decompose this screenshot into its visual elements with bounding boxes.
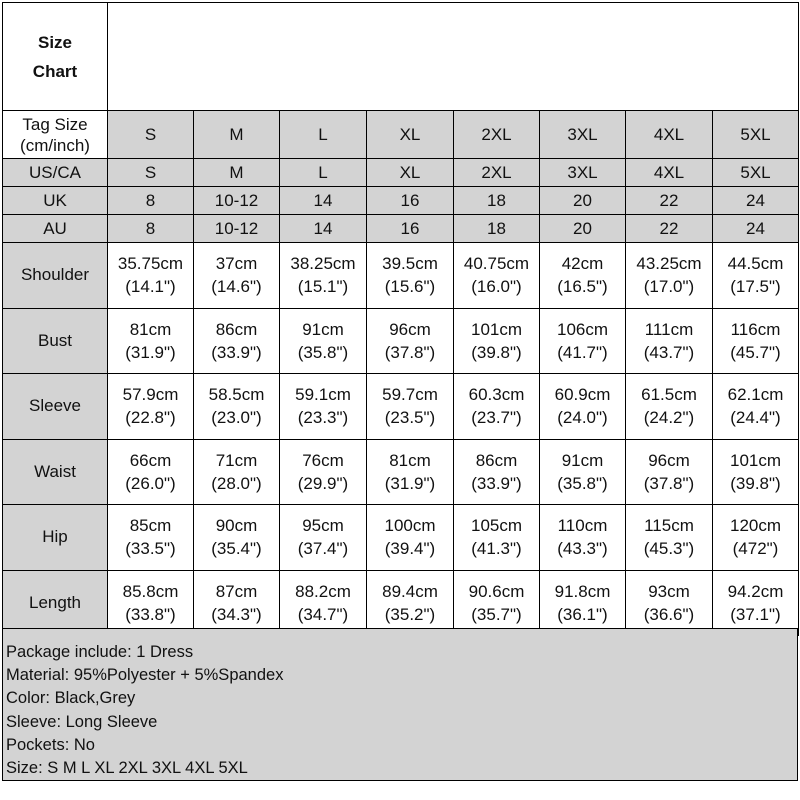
measurement-cell <box>280 439 367 505</box>
size-header: XL <box>367 111 454 159</box>
cm-value: 44.5cm <box>727 254 784 274</box>
size-chart <box>2 2 798 781</box>
cm-value: 111cm <box>644 319 694 339</box>
inch-value: (17.5") <box>730 277 781 297</box>
measurement-cell <box>713 439 799 505</box>
inch-value: (26.0") <box>125 473 176 493</box>
inch-value: (15.1") <box>297 277 349 297</box>
measurement-cell <box>540 439 626 505</box>
inch-value: (31.9") <box>384 473 436 493</box>
cm-value: 96cm <box>389 319 431 339</box>
inch-value: (24.2") <box>643 408 695 428</box>
measurement-row <box>3 505 799 571</box>
cm-value: 90cm <box>215 516 258 536</box>
tag-size-label: Tag Size (cm/inch) <box>3 111 108 159</box>
measurement-label: Length <box>3 570 108 636</box>
inch-value: (23.3") <box>297 408 349 428</box>
cm-value: 71cm <box>215 450 258 470</box>
measurement-cell <box>194 374 280 440</box>
measurement-cell <box>367 570 454 636</box>
measurement-cell <box>194 439 280 505</box>
material-line: Material: 95%Polyester + 5%Spandex <box>6 666 284 685</box>
au-row <box>3 215 799 243</box>
measurement-cell <box>540 374 626 440</box>
cm-value: 120cm <box>729 516 782 536</box>
inch-value: (14.1") <box>125 277 176 297</box>
measurement-cell <box>108 570 194 636</box>
cm-value: 94.2cm <box>727 581 784 601</box>
table-cell: L <box>280 159 367 187</box>
measurement-cell <box>454 243 540 309</box>
inch-value: (45.7") <box>730 342 781 362</box>
inch-value: (41.7") <box>557 342 608 362</box>
cm-value: 85cm <box>129 516 172 536</box>
inch-value: (37.8") <box>384 342 436 362</box>
inch-value: (35.8") <box>557 473 608 493</box>
inch-value: (35.2") <box>384 604 436 624</box>
cm-value: 35.75cm <box>117 254 184 274</box>
measurement-cell <box>367 439 454 505</box>
measurement-cell <box>626 439 713 505</box>
inch-value: (15.6") <box>384 277 436 297</box>
cm-value: 100cm <box>384 516 436 536</box>
info-banner <box>108 3 799 111</box>
inch-value: (23.5") <box>384 408 436 428</box>
measurement-label: Hip <box>3 505 108 571</box>
inch-value: (39.8") <box>730 473 781 493</box>
tag-size-row <box>3 111 799 159</box>
color-line: Color: Black,Grey <box>6 689 136 708</box>
inch-value: (34.7") <box>297 604 349 624</box>
measurement-label: Sleeve <box>3 374 108 440</box>
cm-value: 37cm <box>215 254 258 274</box>
inch-value: (35.7") <box>471 604 522 624</box>
inch-value: (45.3") <box>643 539 695 559</box>
measurement-cell <box>108 374 194 440</box>
measurement-cell <box>108 439 194 505</box>
measurement-row <box>3 570 799 636</box>
size-header: 3XL <box>540 111 626 159</box>
cm-value: 60.9cm <box>554 385 611 405</box>
inch-value: (41.3") <box>471 539 522 559</box>
measurement-cell <box>194 308 280 374</box>
measurement-cell <box>540 570 626 636</box>
cm-value: 90.6cm <box>468 581 525 601</box>
cm-value: 89.4cm <box>382 581 438 601</box>
measurement-cell <box>626 570 713 636</box>
measurement-row <box>3 243 799 309</box>
inch-value: (37.4") <box>297 539 349 559</box>
inch-value: (14.6") <box>211 277 262 297</box>
measurement-cell <box>108 505 194 571</box>
table-cell: 2XL <box>454 159 540 187</box>
cm-value: 66cm <box>129 450 172 470</box>
inch-value: (29.9") <box>297 473 349 493</box>
measurement-cell <box>626 243 713 309</box>
title-line-2: Chart <box>32 61 78 81</box>
cm-value: 95cm <box>302 516 344 536</box>
inch-value: (37.8") <box>643 473 695 493</box>
cm-value: 43.25cm <box>636 254 702 274</box>
product-details <box>2 628 798 781</box>
measurement-row <box>3 439 799 505</box>
cm-value: 110cm <box>557 516 608 536</box>
table-cell: 4XL <box>626 159 713 187</box>
measurement-cell <box>280 374 367 440</box>
inch-value: (33.8") <box>125 604 176 624</box>
cm-value: 42cm <box>561 254 604 274</box>
inch-value: (33.5") <box>125 539 176 559</box>
table-cell: 5XL <box>713 159 799 187</box>
size-header: 4XL <box>626 111 713 159</box>
size-table <box>2 2 799 636</box>
measurement-cell <box>280 505 367 571</box>
inch-value: (23.7") <box>471 408 522 428</box>
inch-value: (35.4") <box>211 539 262 559</box>
cm-value: 115cm <box>644 516 694 536</box>
measurement-cell <box>367 243 454 309</box>
us-ca-row <box>3 159 799 187</box>
cm-value: 91.8cm <box>554 581 611 601</box>
inch-value: (22.8") <box>125 408 176 428</box>
table-cell: 10-12 <box>194 187 280 215</box>
cm-value: 59.1cm <box>295 385 351 405</box>
table-cell: 14 <box>280 187 367 215</box>
measurement-cell <box>626 374 713 440</box>
cm-value: 57.9cm <box>122 385 179 405</box>
inch-value: (36.1") <box>557 604 608 624</box>
table-cell: 20 <box>540 187 626 215</box>
row-label: US/CA <box>3 159 108 187</box>
cm-value: 116cm <box>730 319 781 339</box>
table-cell: 18 <box>454 187 540 215</box>
measurement-cell <box>713 308 799 374</box>
table-cell: 20 <box>540 215 626 243</box>
cm-value: 81cm <box>389 450 431 470</box>
measurement-cell <box>454 439 540 505</box>
cm-value: 88.2cm <box>295 581 351 601</box>
measurement-cell <box>280 243 367 309</box>
inch-value: (28.0") <box>211 473 262 493</box>
size-chart-title <box>3 3 108 111</box>
size-header: 5XL <box>713 111 799 159</box>
measurement-cell <box>108 243 194 309</box>
uk-row <box>3 187 799 215</box>
inch-value: (16.0") <box>471 277 522 297</box>
cm-value: 40.75cm <box>463 254 530 274</box>
cm-value: 76cm <box>302 450 344 470</box>
cm-value: 101cm <box>729 450 782 470</box>
row-label: UK <box>3 187 108 215</box>
measurement-cell <box>540 308 626 374</box>
measurement-cell <box>713 243 799 309</box>
inch-value: (43.3") <box>557 539 608 559</box>
measurement-cell <box>280 570 367 636</box>
inch-value: (31.9") <box>125 342 176 362</box>
inch-value: (33.9") <box>471 473 522 493</box>
measurement-cell <box>367 374 454 440</box>
inch-value: (39.4") <box>384 539 436 559</box>
table-cell: 10-12 <box>194 215 280 243</box>
cm-value: 38.25cm <box>290 254 356 274</box>
inch-value: (36.6") <box>643 604 695 624</box>
measurement-cell <box>454 505 540 571</box>
cm-value: 85.8cm <box>122 581 179 601</box>
measurement-cell <box>713 374 799 440</box>
measurement-row <box>3 308 799 374</box>
measurement-cell <box>540 243 626 309</box>
cm-value: 105cm <box>470 516 523 536</box>
table-cell: 22 <box>626 215 713 243</box>
measurement-cell <box>626 505 713 571</box>
cm-value: 93cm <box>648 581 690 601</box>
table-cell: 8 <box>108 215 194 243</box>
size-header: 2XL <box>454 111 540 159</box>
inch-value: (24.4") <box>730 408 781 428</box>
cm-value: 91cm <box>561 450 604 470</box>
measurement-cell <box>367 308 454 374</box>
cm-value: 106cm <box>556 319 609 339</box>
inch-value: (35.8") <box>297 342 349 362</box>
table-cell: 3XL <box>540 159 626 187</box>
table-cell: 8 <box>108 187 194 215</box>
size-header: M <box>194 111 280 159</box>
measurement-cell <box>194 505 280 571</box>
cm-value: 91cm <box>302 319 344 339</box>
measurement-cell <box>194 243 280 309</box>
table-cell: XL <box>367 159 454 187</box>
size-header: L <box>280 111 367 159</box>
table-cell: S <box>108 159 194 187</box>
size-line: Size: S M L XL 2XL 3XL 4XL 5XL <box>6 759 248 778</box>
cm-value: 81cm <box>129 319 172 339</box>
measurement-label: Waist <box>3 439 108 505</box>
measurement-cell <box>454 308 540 374</box>
cm-value: 87cm <box>215 581 258 601</box>
cm-value: 96cm <box>648 450 690 470</box>
measurement-cell <box>108 308 194 374</box>
table-cell: 24 <box>713 187 799 215</box>
inch-value: (16.5") <box>557 277 608 297</box>
table-cell: 18 <box>454 215 540 243</box>
table-cell: M <box>194 159 280 187</box>
measurement-cell <box>367 505 454 571</box>
table-cell: 24 <box>713 215 799 243</box>
table-cell: 16 <box>367 215 454 243</box>
cm-value: 58.5cm <box>208 385 265 405</box>
cm-value: 59.7cm <box>382 385 438 405</box>
inch-value: (17.0") <box>643 277 695 297</box>
inch-value: (23.0") <box>211 408 262 428</box>
table-cell: 22 <box>626 187 713 215</box>
cm-value: 62.1cm <box>727 385 784 405</box>
inch-value: (39.8") <box>471 342 522 362</box>
package-line: Package include: 1 Dress <box>6 643 194 661</box>
measurement-label: Shoulder <box>3 243 108 309</box>
cm-value: 101cm <box>470 319 523 339</box>
measurement-cell <box>280 308 367 374</box>
measurement-cell <box>540 505 626 571</box>
sleeve-line: Sleeve: Long Sleeve <box>6 712 158 731</box>
inch-value: (43.7") <box>643 342 695 362</box>
inch-value: (34.3") <box>211 604 262 624</box>
measurement-row <box>3 374 799 440</box>
cm-value: 60.3cm <box>468 385 525 405</box>
measurement-cell <box>194 570 280 636</box>
cm-value: 86cm <box>475 450 518 470</box>
table-cell: 14 <box>280 215 367 243</box>
size-header: S <box>108 111 194 159</box>
measurement-cell <box>713 505 799 571</box>
inch-value: (472") <box>732 539 779 559</box>
pockets-line: Pockets: No <box>6 735 95 754</box>
measurement-label: Bust <box>3 308 108 374</box>
inch-value: (33.9") <box>211 342 262 362</box>
measurement-cell <box>454 374 540 440</box>
measurement-cell <box>626 308 713 374</box>
table-cell: 16 <box>367 187 454 215</box>
title-line-1: Size <box>37 32 73 52</box>
measurement-cell <box>454 570 540 636</box>
measurement-cell <box>713 570 799 636</box>
header-row <box>3 3 799 111</box>
cm-value: 39.5cm <box>382 254 438 274</box>
measurement-rows <box>3 243 799 636</box>
cm-value: 86cm <box>215 319 258 339</box>
inch-value: (37.1") <box>730 604 781 624</box>
inch-value: (24.0") <box>557 408 608 428</box>
cm-value: 61.5cm <box>641 385 697 405</box>
row-label: AU <box>3 215 108 243</box>
